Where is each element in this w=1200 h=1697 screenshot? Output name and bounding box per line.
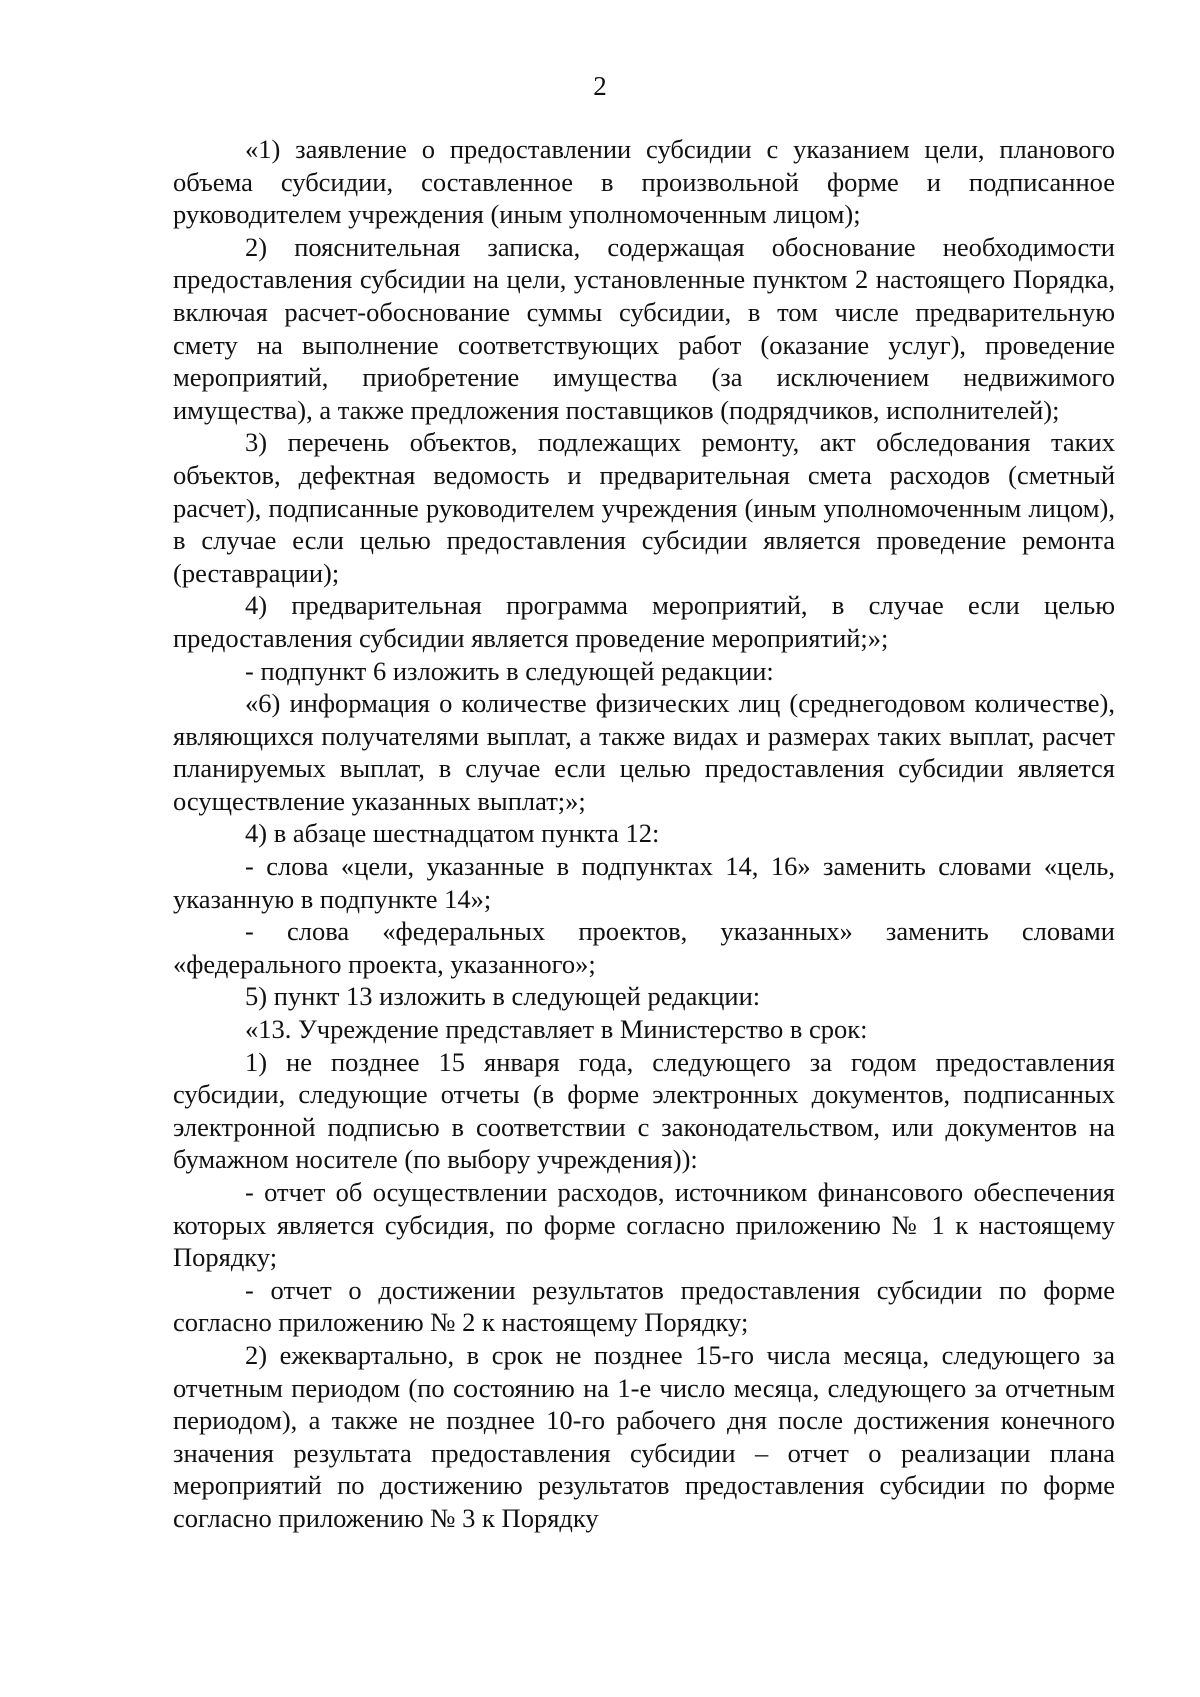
paragraph-item-5-clause-13: 5) пункт 13 изложить в следующей редакции: [245, 981, 761, 1012]
paragraph-3-object-list: 3) перечень объектов, подлежащих ремонту, акт обследования таких объектов, дефектная ведомость и предварительная смета расходов (сметный расчет), подписанные руководителем учреждения (иным уполномоченным лицом), в случае если целью предоставления субсидии является проведение ремонта (реставрации); [173, 427, 1115, 588]
paragraph-results-report: - отчет о достижении результатов предоставления субсидии по форме согласно приложению № 2 к настоящему Порядку; [173, 1274, 1115, 1338]
paragraph-replace-goals: - слова «цели, указанные в подпунктах 14, 16» заменить словами «цель, указанную в подпункте 14»; [173, 851, 1115, 914]
paragraph-clause-13-heading: «13. Учреждение представляет в Министерство в срок: [245, 1014, 868, 1045]
paragraph-subpoint-6-intro: - подпункт 6 изложить в следующей редакции: [245, 655, 774, 686]
page-number: 2 [593, 71, 607, 101]
document-body [173, 133, 1115, 1535]
paragraph-quarterly-report: 2) ежеквартально, в срок не позднее 15-го числа месяца, следующего за отчетным периодом (по состоянию на 1-е число месяца, следующего за отчетным периодом), а также не позднее 10-го рабочего дня после достижения конечного значения результата предоставления субсидии – отчет о реализации плана мероприятий по достижению результатов предоставления субсидии по форме согласно приложению № 3 к Порядку [173, 1339, 1115, 1533]
paragraph-6-payments-info: «6) информация о количестве физических лиц (среднегодовом количестве), являющихся получателями выплат, а также видах и размерах таких выплат, расчет планируемых выплат, в случае если целью предоставления субсидии является осуществление указанных выплат;»; [173, 688, 1115, 816]
paragraph-2-explanatory-note: 2) пояснительная записка, содержащая обоснование необходимости предоставления субсидии на цели, установленные пунктом 2 настоящего Порядка, включая расчет-обоснование суммы субсидии, в том числе предварительную смету на выполнение соответствующих работ (оказание услуг), проведение мероприятий, приобретение имущества (за исключением недвижимого имущества), а также предложения поставщиков (подрядчиков, исполнителей); [173, 231, 1115, 425]
paragraph-expenses-report: - отчет об осуществлении расходов, источником финансового обеспечения которых является субсидия, по форме согласно приложению № 1 к настоящему Порядку; [173, 1177, 1115, 1273]
paragraph-4-event-program: 4) предварительная программа мероприятий, в случае если целью предоставления субсидии является проведение мероприятий;»; [173, 590, 1115, 653]
paragraph-reports-deadline: 1) не позднее 15 января года, следующего за годом предоставления субсидии, следующие отчеты (в форме электронных документов, подписанных электронной подписью в соответствии с законодательством, или документов на бумажном носителе (по выбору учреждения)): [173, 1046, 1115, 1175]
paragraph-item-4-clause-12: 4) в абзаце шестнадцатом пункта 12: [245, 818, 660, 849]
paragraph-1-application: «1) заявление о предоставлении субсидии с указанием цели, планового объема субсидии, составленное в произвольной форме и подписанное руководителем учреждения (иным уполномоченным лицом); [173, 134, 1115, 230]
paragraph-replace-projects: - слова «федеральных проектов, указанных» заменить словами «федерального проекта, указанного»; [173, 916, 1115, 979]
